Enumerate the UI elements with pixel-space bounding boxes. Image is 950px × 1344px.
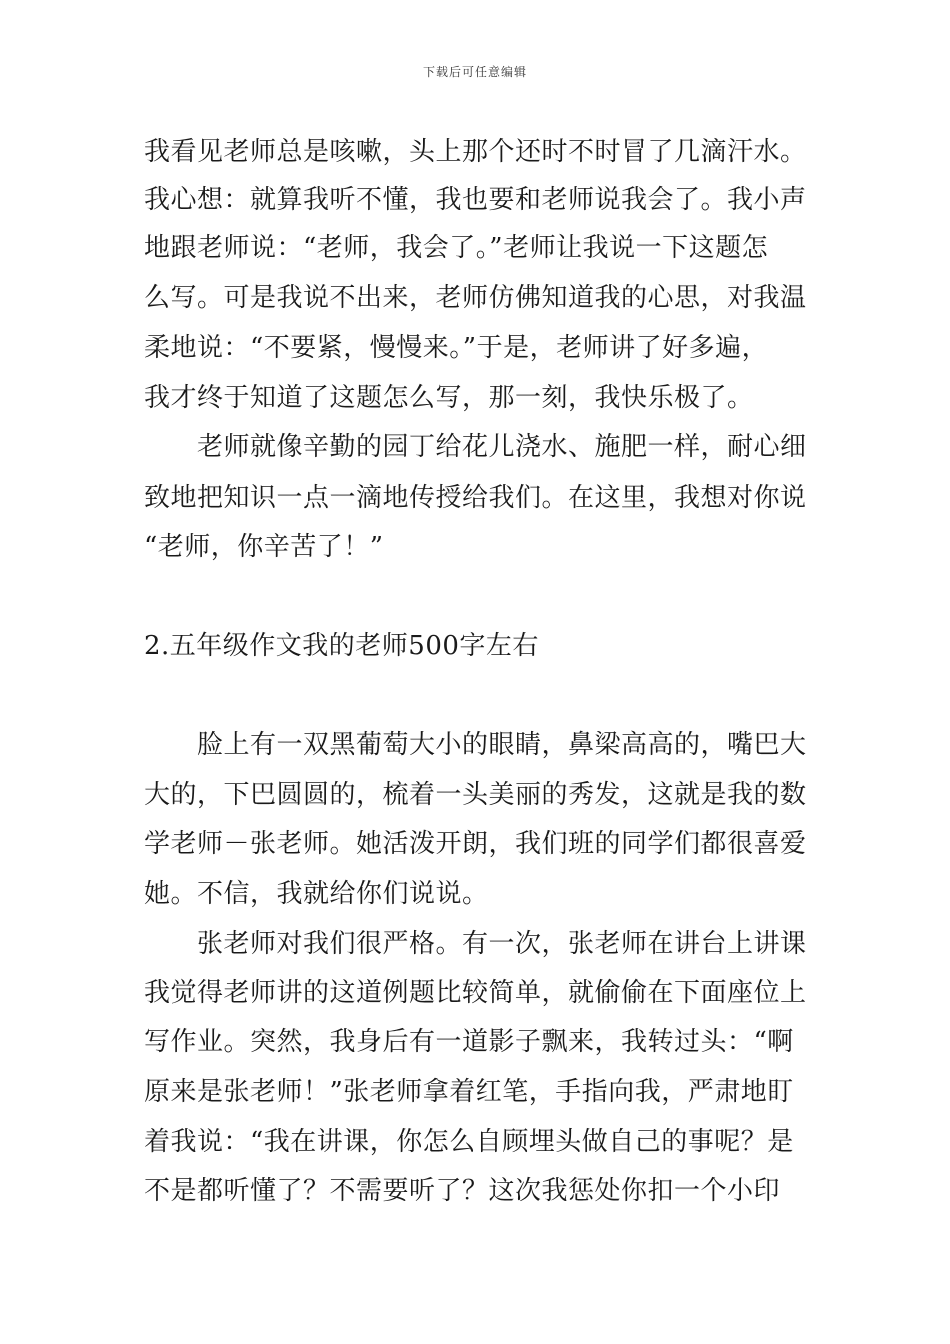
text-line: 我心想：就算我听不懂，我也要和老师说我会了。我小声 <box>144 185 807 215</box>
text-line: 我才终于知道了这题怎么写，那一刻，我快乐极了。 <box>144 383 754 413</box>
text-line: 我觉得老师讲的这道例题比较简单，就偷偷在下面座位上 <box>144 978 807 1008</box>
text-line: 写作业。突然，我身后有一道影子飘来，我转过头：“啊 <box>144 1027 794 1057</box>
text-line: 张老师对我们很严格。有一次，张老师在讲台上讲课 <box>144 929 807 959</box>
text-line: “老师，你辛苦了！” <box>144 532 384 562</box>
text-line: 柔地说：“不要紧，慢慢来。”于是，老师讲了好多遍， <box>144 333 769 363</box>
text-line: 脸上有一双黑葡萄大小的眼睛，鼻梁高高的，嘴巴大 <box>144 730 807 760</box>
text-line: 么写。可是我说不出来，老师仿佛知道我的心思，对我温 <box>144 283 807 313</box>
text-line: 地跟老师说：“老师，我会了。”老师让我说一下这题怎 <box>144 233 769 263</box>
text-line: 学老师－张老师。她活泼开朗，我们班的同学们都很喜爱 <box>144 829 807 859</box>
text-line: 老师就像辛勤的园丁给花儿浇水、施肥一样，耐心细 <box>144 432 807 462</box>
section-heading: 2.五年级作文我的老师500字左右 <box>144 631 539 661</box>
text-line: 原来是张老师！”张老师拿着红笔，手指向我，严肃地盯 <box>144 1077 794 1107</box>
text-line: 我看见老师总是咳嗽，头上那个还时不时冒了几滴汗水。 <box>144 137 807 167</box>
text-line: 她。不信，我就给你们说说。 <box>144 879 489 909</box>
text-line: 致地把知识一点一滴地传授给我们。在这里，我想对你说 <box>144 483 807 513</box>
text-line: 大的，下巴圆圆的，梳着一头美丽的秀发，这就是我的数 <box>144 780 807 810</box>
text-line: 着我说：“我在讲课，你怎么自顾埋头做自己的事呢？是 <box>144 1127 794 1157</box>
page-header: 下载后可任意编辑 <box>422 65 527 79</box>
text-line: 不是都听懂了？不需要听了？这次我惩处你扣一个小印 <box>144 1176 781 1206</box>
